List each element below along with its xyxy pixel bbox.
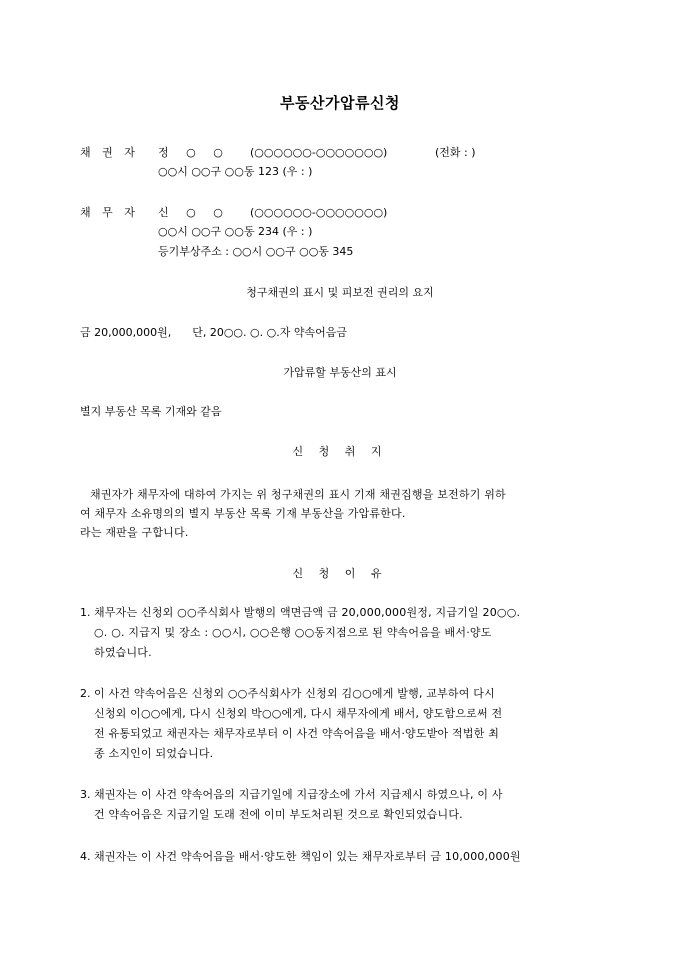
- reason-number: 4.: [80, 850, 91, 863]
- purpose-line: 라는 재판을 구합니다.: [80, 526, 189, 539]
- debtor-id-number: (○○○○○○-○○○○○○○): [250, 206, 388, 219]
- purpose-heading: 신 청 취 지: [292, 445, 388, 458]
- debtor-address: ○○시 ○○구 ○○동 234 (우 : ): [158, 225, 313, 238]
- creditor-address: ○○시 ○○구 ○○동 123 (우 : ): [158, 165, 313, 178]
- creditor-id-number: (○○○○○○-○○○○○○○): [250, 146, 388, 159]
- reason-line: 이 사건 약속어음은 신청외 ○○주식회사가 신청외 김○○에게 발행, 교부하여 다시: [94, 687, 495, 700]
- reason-line: 채권자는 이 사건 약속어음의 지급기일에 지급장소에 가서 지급제시 하였으나, 이 사: [94, 788, 503, 801]
- claim-text: 금 20,000,000원, 단, 20○○. ○. ○.자 약속어음금: [80, 326, 347, 339]
- creditor-label: 채 권 자: [80, 146, 139, 159]
- debtor-registry-address: 등기부상주소 : ○○시 ○○구 ○○동 345: [158, 245, 354, 258]
- reason-line: 채무자는 신청외 ○○주식회사 발행의 액면금액 금 20,000,000원정, 지급기일 20○○.: [94, 606, 521, 619]
- property-text: 별지 부동산 목록 기재와 같음: [80, 405, 222, 418]
- reason-heading: 신 청 이 유: [292, 567, 388, 580]
- reason-line: 채권자는 이 사건 약속어음을 배서·양도한 책임이 있는 채무자로부터 금 10,000,000원: [94, 850, 521, 863]
- reason-number: 3.: [80, 788, 91, 801]
- creditor-phone: (전화 : ): [435, 146, 476, 159]
- claim-heading: 청구채권의 표시 및 피보전 권리의 요지: [246, 286, 434, 299]
- debtor-name: 신 ○ ○: [158, 206, 223, 219]
- creditor-name: 정 ○ ○: [158, 146, 223, 159]
- reason-line: 전 유통되었고 채권자는 채무자로부터 이 사건 약속어음을 배서·양도받아 적법한 최: [94, 727, 500, 740]
- debtor-label: 채 무 자: [80, 206, 139, 219]
- property-heading: 가압류할 부동산의 표시: [283, 366, 397, 379]
- reason-line: 건 약속어음은 지급기일 도래 전에 이미 부도처리된 것으로 확인되었습니다.: [94, 808, 463, 821]
- document-title: 부동산가압류신청: [280, 94, 400, 112]
- reason-number: 1.: [80, 606, 91, 619]
- reason-number: 2.: [80, 687, 91, 700]
- reason-line: 신청외 이○○에게, 다시 신청외 박○○에게, 다시 채무자에게 배서, 양도함으로써 전: [94, 707, 503, 720]
- reason-line: 하였습니다.: [94, 646, 152, 659]
- purpose-line: 채권자가 채무자에 대하여 가지는 위 청구채권의 표시 기재 채권집행을 보전하기 위하: [90, 488, 506, 501]
- reason-line: 종 소지인이 되었습니다.: [94, 747, 214, 760]
- reason-line: ○. ○. 지급지 및 장소 : ○○시, ○○은행 ○○동지점으로 된 약속어음을 배서·양도: [94, 626, 492, 639]
- purpose-line: 여 채무자 소유명의의 별지 부동산 목록 기재 부동산을 가압류한다.: [80, 507, 406, 520]
